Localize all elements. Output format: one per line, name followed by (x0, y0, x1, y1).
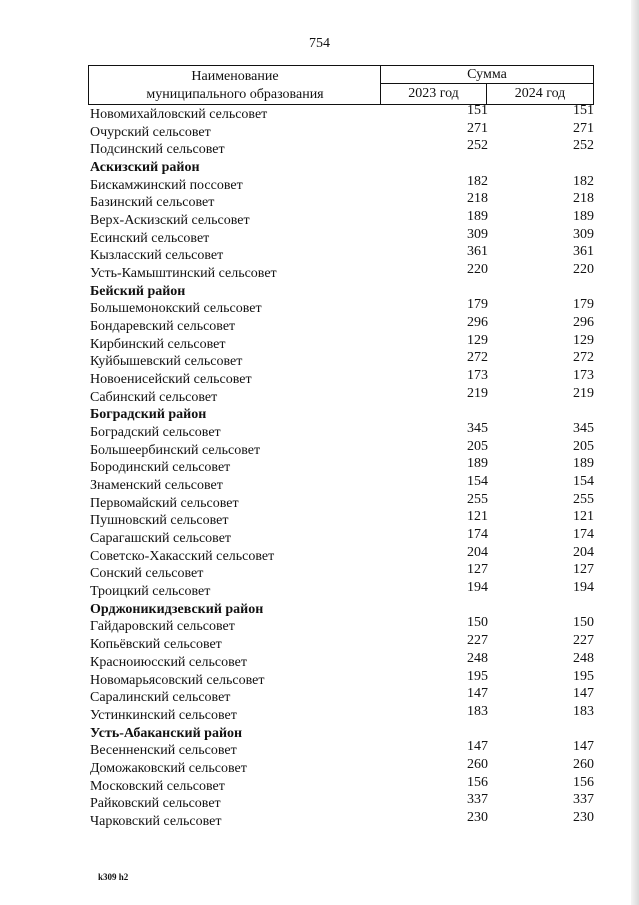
table-row (88, 509, 598, 530)
value-2023: 183 (467, 703, 488, 719)
value-2023: 156 (467, 774, 488, 790)
value-2023: 361 (467, 244, 488, 260)
table-row (88, 491, 598, 513)
value-2024: 296 (573, 315, 594, 331)
value-2024: 182 (573, 173, 594, 189)
municipality-name: Большемонокский сельсовет (90, 301, 262, 317)
value-2023: 127 (467, 562, 488, 578)
municipality-name: Гайдаровский сельсовет (90, 619, 235, 635)
table-row (88, 633, 598, 654)
table-row (88, 191, 598, 212)
municipality-name: Верх-Аскизский сельсовет (90, 213, 250, 229)
municipality-name: Кызласский сельсовет (90, 248, 224, 264)
value-2024: 361 (573, 244, 594, 260)
value-2024: 219 (573, 385, 594, 401)
table-header (88, 65, 594, 105)
value-2024: 189 (573, 209, 594, 225)
district-heading-row (88, 601, 598, 619)
value-2023: 174 (467, 527, 488, 543)
footer-code: k309 h2 (98, 872, 129, 882)
table-row (88, 209, 598, 230)
header-sum: Сумма (381, 66, 593, 84)
value-2023: 272 (467, 350, 488, 366)
value-2023: 182 (467, 173, 488, 189)
value-2023: 121 (467, 509, 488, 525)
table-row (88, 173, 598, 195)
value-2023: 194 (467, 580, 488, 596)
municipality-name: Новомарьясовский сельсовет (90, 672, 265, 688)
value-2024: 127 (573, 562, 594, 578)
value-2024: 204 (573, 544, 594, 560)
table-row (88, 562, 598, 583)
table-row (88, 739, 598, 760)
value-2023: 309 (467, 226, 488, 242)
district-name: Боградский район (90, 407, 207, 423)
value-2024: 227 (573, 633, 594, 649)
value-2024: 147 (573, 739, 594, 755)
municipality-name: Чарковский сельсовет (90, 813, 222, 829)
value-2023: 147 (467, 686, 488, 702)
value-2023: 154 (467, 474, 488, 490)
value-2023: 260 (467, 756, 488, 772)
value-2024: 174 (573, 527, 594, 543)
district-name: Бейский район (90, 283, 186, 299)
municipality-name: Первомайский сельсовет (90, 495, 239, 511)
value-2023: 248 (467, 650, 488, 666)
district-heading-row (88, 283, 598, 301)
value-2023: 255 (467, 491, 488, 507)
table-row (88, 809, 598, 831)
value-2024: 183 (573, 703, 594, 719)
municipality-name: Знаменский сельсовет (90, 478, 223, 494)
value-2024: 255 (573, 491, 594, 507)
table-row (88, 315, 598, 336)
district-heading-row (88, 159, 598, 177)
table-row (88, 756, 598, 778)
municipality-name: Весенненский сельсовет (90, 743, 237, 759)
municipality-name: Бондаревский сельсовет (90, 319, 236, 335)
municipality-name: Доможаковский сельсовет (90, 760, 247, 776)
district-heading-row (88, 725, 598, 743)
page-number: 754 (309, 36, 330, 51)
municipality-name: Московский сельсовет (90, 778, 225, 794)
municipality-name: Сабинский сельсовет (90, 389, 218, 405)
header-name-line2: муниципального образования (146, 87, 324, 102)
value-2024: 173 (573, 368, 594, 384)
municipality-name: Бородинский сельсовет (90, 460, 231, 476)
table-row (88, 615, 598, 636)
value-2024: 272 (573, 350, 594, 366)
municipality-name: Советско-Хакасский сельсовет (90, 548, 275, 564)
district-name: Аскизский район (90, 160, 200, 176)
table-row (88, 438, 598, 460)
municipality-name: Бискамжинский поссовет (90, 177, 243, 193)
municipality-name: Сарагашский сельсовет (90, 531, 232, 547)
municipality-name: Пушновский сельсовет (90, 513, 229, 529)
table-row (88, 385, 598, 407)
value-2024: 218 (573, 191, 594, 207)
value-2023: 227 (467, 633, 488, 649)
value-2024: 195 (573, 668, 594, 684)
value-2023: 147 (467, 739, 488, 755)
value-2024: 271 (573, 120, 594, 136)
value-2023: 179 (467, 297, 488, 313)
municipality-name: Куйбышевский сельсовет (90, 354, 243, 370)
value-2024: 309 (573, 226, 594, 242)
value-2023: 173 (467, 368, 488, 384)
value-2023: 218 (467, 191, 488, 207)
value-2024: 154 (573, 474, 594, 490)
table-row (88, 244, 598, 265)
value-2024: 252 (573, 138, 594, 154)
table-row (88, 297, 598, 318)
municipality-name: Подсинский сельсовет (90, 142, 225, 158)
value-2024: 260 (573, 756, 594, 772)
municipality-name: Новоенисейский сельсовет (90, 372, 252, 388)
table-row (88, 103, 598, 124)
municipality-name: Очурский сельсовет (90, 124, 211, 140)
value-2023: 220 (467, 262, 488, 278)
district-name: Орджоникидзевский район (90, 601, 264, 617)
municipality-name: Большеербинский сельсовет (90, 442, 261, 458)
value-2023: 296 (467, 315, 488, 331)
value-2023: 204 (467, 544, 488, 560)
header-year-2024: 2024 год (514, 86, 566, 101)
table-row (88, 527, 598, 548)
table-row (88, 350, 598, 371)
table-row (88, 262, 598, 283)
district-heading-row (88, 406, 598, 424)
value-2024: 230 (573, 809, 594, 825)
table-row (88, 686, 598, 707)
value-2023: 230 (467, 809, 488, 825)
table-row (88, 703, 598, 725)
district-name: Усть-Абаканский район (90, 725, 243, 741)
value-2023: 219 (467, 385, 488, 401)
value-2023: 195 (467, 668, 488, 684)
municipality-name: Саралинский сельсовет (90, 690, 231, 706)
value-2024: 121 (573, 509, 594, 525)
municipality-name: Райковский сельсовет (90, 796, 221, 812)
value-2024: 337 (573, 792, 594, 808)
municipality-name: Копьёвский сельсовет (90, 637, 222, 653)
header-name-line1: Наименование (191, 69, 279, 84)
municipality-name: Сонский сельсовет (90, 566, 204, 582)
value-2023: 345 (467, 421, 488, 437)
table-row (88, 580, 598, 601)
value-2023: 150 (467, 615, 488, 631)
municipality-name: Троицкий сельсовет (90, 584, 211, 600)
value-2024: 150 (573, 615, 594, 631)
value-2024: 129 (573, 332, 594, 348)
value-2024: 156 (573, 774, 594, 790)
value-2024: 151 (573, 103, 594, 118)
value-2024: 147 (573, 686, 594, 702)
municipality-name: Устинкинский сельсовет (90, 707, 237, 723)
value-2024: 248 (573, 650, 594, 666)
header-year-2023: 2023 год (381, 84, 487, 104)
value-2023: 189 (467, 456, 488, 472)
value-2023: 151 (467, 103, 488, 118)
value-2023: 205 (467, 438, 488, 454)
municipality-name: Новомихайловский сельсовет (90, 107, 268, 122)
scan-page-edge (631, 0, 639, 905)
table-row (88, 368, 598, 389)
value-2023: 189 (467, 209, 488, 225)
municipality-name: Боградский сельсовет (90, 425, 221, 441)
table-row (88, 668, 598, 690)
value-2024: 205 (573, 438, 594, 454)
value-2024: 179 (573, 297, 594, 313)
value-2024: 189 (573, 456, 594, 472)
table-row (88, 544, 598, 566)
municipality-name: Усть-Камыштинский сельсовет (90, 266, 277, 282)
value-2023: 129 (467, 332, 488, 348)
table-row (88, 421, 598, 442)
header-name-cell (89, 66, 381, 104)
table-body (88, 103, 598, 831)
table-row (88, 456, 598, 477)
table-row (88, 120, 598, 142)
table-row (88, 332, 598, 354)
municipality-name: Базинский сельсовет (90, 195, 215, 211)
table-row (88, 138, 598, 159)
municipality-name: Кирбинский сельсовет (90, 336, 226, 352)
value-2023: 337 (467, 792, 488, 808)
municipality-name: Есинский сельсовет (90, 230, 210, 246)
value-2024: 220 (573, 262, 594, 278)
municipality-name: Красноиюсский сельсовет (90, 654, 247, 670)
table-row (88, 792, 598, 813)
table-row (88, 226, 598, 248)
table-row (88, 650, 598, 672)
table-row (88, 474, 598, 495)
value-2024: 194 (573, 580, 594, 596)
value-2023: 271 (467, 120, 488, 136)
value-2024: 345 (573, 421, 594, 437)
table-row (88, 774, 598, 796)
value-2023: 252 (467, 138, 488, 154)
